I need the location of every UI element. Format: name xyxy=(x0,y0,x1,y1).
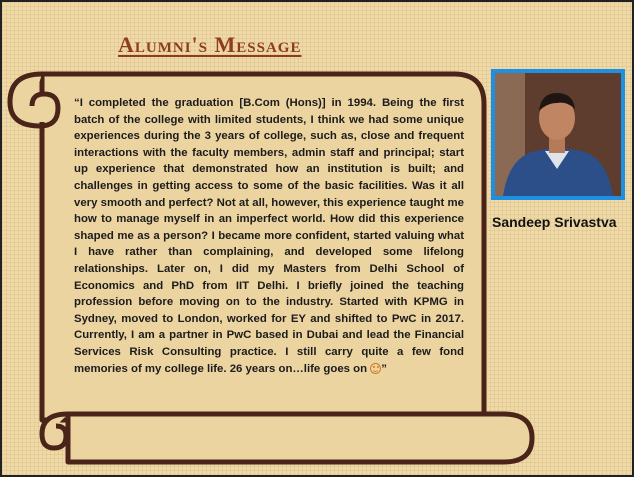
alumni-name: Sandeep Srivastva xyxy=(492,214,617,230)
message-text: “I completed the graduation [B.Com (Hons)] in 1994. Being the first batch of the college with limited students, I think we had some unique experiences during the 3 years of college, such as, close and frequent interactions with the faculty members, admin staff and principal; start up experience that demonstrated how an institution is built; and challenges in getting access to some of the basic facilities. Was it all very smooth and perfect? Not at all, however, this experience taught me how to manage myself in an imperfect world. How did this experience shaped me as a person? I became more confident, started valuing what I have rather than complaining, and developed some lifelong relationships. Later on, I did my Masters from Delhi School of Economics and PhD from IIT Delhi. I briefly joined the teaching profession before moving on to the industry. Started with KPMG in Sydney, moved to London, worked for EY and shifted to PwC in 2017. Currently, I am a partner in PwC based in Dubai and lead the Financial Services Risk Consulting practice. I still carry quite a few fond memories of my college life. 26 years on…life goes on xyxy=(74,97,464,375)
closing-quote: ” xyxy=(381,362,387,375)
person-silhouette-icon xyxy=(495,73,621,196)
alumni-photo xyxy=(491,69,625,200)
smiley-face-icon xyxy=(370,363,381,374)
alumni-message xyxy=(74,95,464,377)
page-title: Alumni's Message xyxy=(118,32,302,57)
